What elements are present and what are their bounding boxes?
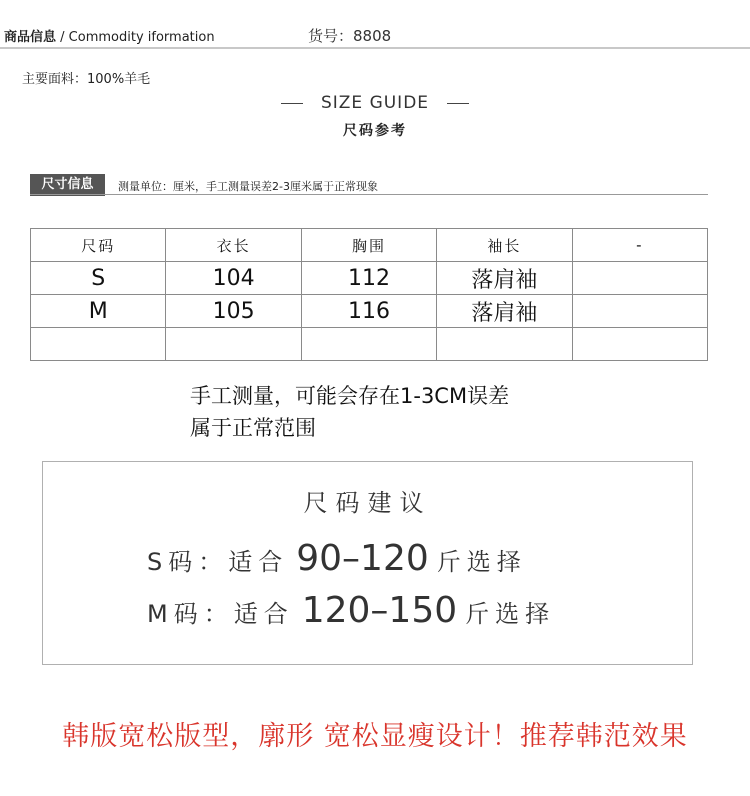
size-guide-title-text: SIZE GUIDE [320, 93, 430, 113]
recommendation-s-suffix: 斤选择 [436, 548, 527, 576]
size-recommendation-title: 尺码建议 [303, 489, 432, 517]
recommendation-s-range: 90–120 [296, 538, 429, 579]
table-cell: 105 [166, 295, 301, 328]
measurement-note-line2: 属于正常范围 [190, 416, 316, 440]
table-header-cell: 袖长 [437, 229, 572, 262]
size-guide-title [0, 93, 750, 113]
table-row [31, 295, 708, 328]
table-cell: 落肩袖 [437, 262, 572, 295]
material-text: 主要面料：100%羊毛 [22, 72, 151, 87]
size-table [30, 228, 708, 361]
recommendation-s-prefix: S码：适合 [147, 548, 289, 576]
measurement-note-line1: 手工测量，可能会存在1-3CM误差 [190, 384, 510, 408]
table-header-cell: - [572, 229, 707, 262]
size-guide-subtitle: 尺码参考 [343, 123, 407, 139]
size-info-note: 测量单位：厘米，手工测量误差2-3厘米属于正常现象 [118, 180, 378, 193]
recommendation-m-prefix: M码：适合 [147, 600, 294, 628]
commodity-info-label-en: / Commodity iformation [60, 30, 215, 45]
table-header-row [31, 229, 708, 262]
table-header-cell: 尺码 [31, 229, 166, 262]
title-dash-right [447, 103, 469, 104]
size-info-divider [30, 194, 708, 195]
table-cell [572, 295, 707, 328]
table-cell [166, 328, 301, 361]
header-divider [0, 47, 750, 49]
table-cell [301, 328, 436, 361]
promo-slogan: 韩版宽松版型，廓形 宽松显瘦设计！推荐韩范效果 [62, 721, 688, 752]
item-number: 货号：8808 [308, 27, 392, 45]
recommendation-m-suffix: 斤选择 [465, 600, 556, 628]
recommendation-s [147, 538, 527, 579]
table-cell: M [31, 295, 166, 328]
table-header-cell: 衣长 [166, 229, 301, 262]
table-cell [572, 262, 707, 295]
table-row [31, 262, 708, 295]
table-cell: 112 [301, 262, 436, 295]
recommendation-m-range: 120–150 [301, 590, 458, 631]
table-row [31, 328, 708, 361]
table-cell [437, 328, 572, 361]
table-cell: 116 [301, 295, 436, 328]
recommendation-m [147, 590, 555, 631]
table-cell: 落肩袖 [437, 295, 572, 328]
table-cell [572, 328, 707, 361]
table-cell: S [31, 262, 166, 295]
size-info-tag: 尺寸信息 [30, 174, 105, 196]
table-cell [31, 328, 166, 361]
commodity-info-label: 商品信息 [4, 30, 57, 45]
measurement-note [190, 380, 509, 444]
table-cell: 104 [166, 262, 301, 295]
table-header-cell: 胸围 [301, 229, 436, 262]
commodity-info-header [4, 26, 215, 45]
title-dash-left [281, 103, 303, 104]
